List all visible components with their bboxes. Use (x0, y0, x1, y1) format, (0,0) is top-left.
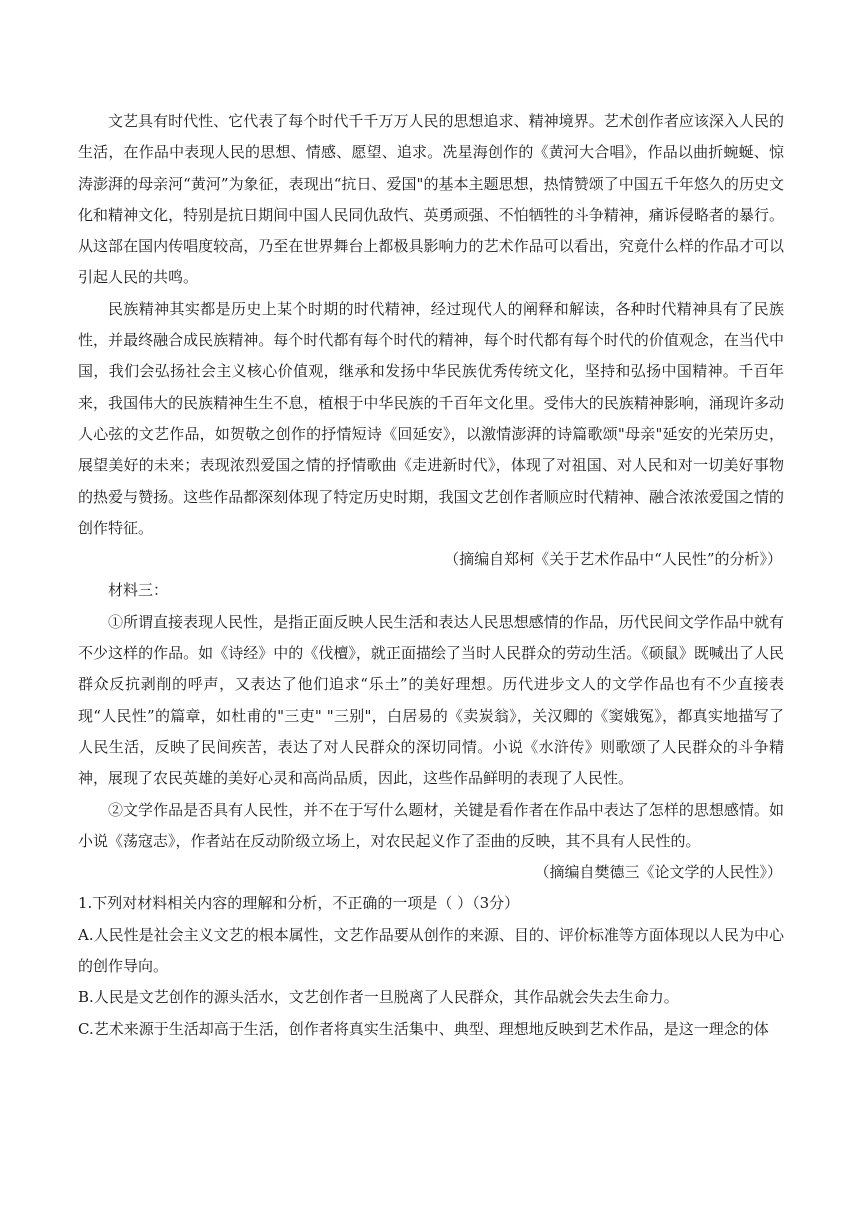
material3-label: 材料三： (108, 581, 169, 600)
option-c: C.艺术来源于生活却高于生活，创作者将真实生活集中、典型、理想地反映到艺术作品，是这一理念的体 (78, 1019, 769, 1038)
paragraph-direct-expression: ①所谓直接表现人民性，是指正面反映人民生活和表达人民思想感情的作品，历代民间文学作品中就有不少这样的作品。如《诗经》中的《伐檀》，就正面描绘了当时人民群众的劳动生活。《硕鼠》既喊出了人民群众反抗剥削的呼声，又表达了他们追求“乐土”的美好理想。历代进步文人的文学作品也有不少直接表现“人民性”的篇章，如杜甫的"三吏" "三别"，白居易的《卖炭翁》，关汉卿的《窦娥冤》，都真实地描写了人民生活，反映了民间疾苦，表达了对人民群众的深切同情。小说《水浒传》则歌颂了人民群众的斗争精神，展现了农民英雄的美好心灵和高尚品质，因此，这些作品鲜明的表现了人民性。 (78, 612, 784, 788)
option-b: B.人民是文艺创作的源头活水，文艺创作者一旦脱离了人民群众，其作品就会失去生命力。 (78, 988, 679, 1007)
source-citation-material2: （摘编自郑柯《关于艺术作品中“人民性”的分析》） (444, 550, 782, 569)
document-page (78, 106, 784, 1045)
source-citation-material3: （摘编自樊德三《论文学的人民性》） (534, 863, 782, 882)
option-a: A.人民性是社会主义文艺的根本属性，文艺作品要从创作的来源、目的、评价标准等方面体现以人民为中心的创作导向。 (78, 925, 784, 976)
question-stem: 1.下列对材料相关内容的理解和分析，不正确的一项是（ ）（3分） (78, 894, 520, 913)
paragraph-theme-irrelevant: ②文学作品是否具有人民性，并不在于写什么题材，关键是看作者在作品中表达了怎样的思想感情。如小说《荡寇志》，作者站在反动阶级立场上，对农民起义作了歪曲的反映，其不具有人民性的。 (78, 800, 784, 850)
paragraph-national-spirit: 民族精神其实都是历史上某个时期的时代精神，经过现代人的阐释和解读，各种时代精神具有了民族性，并最终融合成民族精神。每个时代都有每个时代的精神，每个时代都有每个时代的价值观念，在当代中国，我们会弘扬社会主义核心价值观，继承和发扬中华民族优秀传统文化，坚持和弘扬中国精神。千百年来，我国伟大的民族精神生生不息，植根于中华民族的千百年文化里。受伟大的民族精神影响，涌现许多动人心弦的文艺作品，如贺敬之创作的抒情短诗《回延安》，以激情澎湃的诗篇歌颂"母亲"延安的光荣历史，展望美好的未来；表现浓烈爱国之情的抒情歌曲《走进新时代》，体现了对祖国、对人民和对一切美好事物的热爱与赞扬。这些作品都深刻体现了特定历史时期，我国文艺创作者顺应时代精神、融合浓浓爱国之情的创作特征。 (78, 299, 784, 537)
paragraph-art-and-era: 文艺具有时代性、它代表了每个时代千千万万人民的思想追求、精神境界。艺术创作者应该深入人民的生活，在作品中表现人民的思想、情感、愿望、追求。冼星海创作的《黄河大合唱》，作品以曲折蜿蜒、惊涛澎湃的母亲河“黄河”为象征，表现出“抗日、爱国"的基本主题思想，热情赞颂了中国五千年悠久的历史文化和精神文化，特别是抗日期间中国人民同仇敌忾、英勇顽强、不怕牺牲的斗争精神，痛诉侵略者的暴行。从这部在国内传唱度较高，乃至在世界舞台上都极具影响力的艺术作品可以看出，究竟什么样的作品才可以引起人民的共鸣。 (78, 112, 784, 287)
